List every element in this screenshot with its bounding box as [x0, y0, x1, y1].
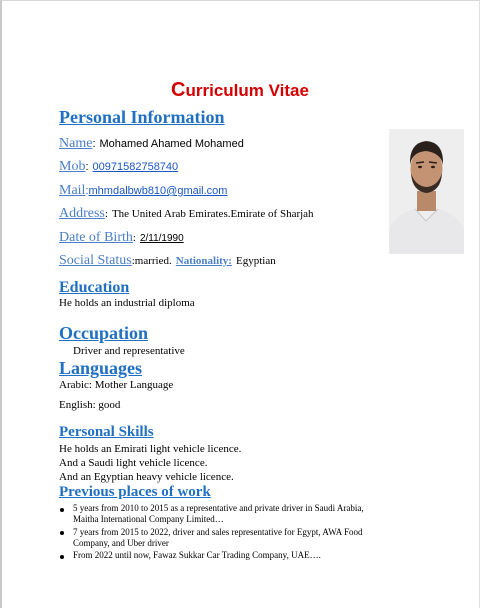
work-item: From 2022 until now, Fawaz Sukkar Car Trading Company, UAE….	[73, 550, 321, 560]
dob-value: 2/11/1990	[139, 233, 184, 244]
skill-item: And an Egyptian heavy vehicle licence.	[59, 471, 234, 483]
social-status-row: Social Status:married. Nationality: Egyptian	[59, 253, 276, 268]
languages-heading: Languages	[59, 358, 143, 378]
bullet-icon	[60, 555, 64, 559]
previous-work-heading: Previous places of work	[59, 484, 211, 500]
occupation-text: Driver and representative	[73, 345, 185, 357]
mail-link[interactable]: mhmdalbwb810@gmail.com	[88, 185, 228, 197]
address-value: The United Arab Emirates.Emirate of Sharjah	[111, 208, 314, 220]
language-arabic: Arabic: Mother Language	[59, 379, 174, 391]
education-text: He holds an industrial diploma	[59, 297, 195, 309]
education-heading: Education	[59, 279, 130, 296]
personal-skills-heading: Personal Skills	[59, 424, 154, 440]
bullet-icon	[60, 531, 64, 535]
nationality-label: Nationality:	[175, 255, 232, 267]
skill-item: He holds an Emirati light vehicle licence.	[59, 443, 242, 455]
mail-label: Mail	[59, 183, 86, 198]
social-status-label: Social Status	[59, 253, 132, 268]
mob-row: Mob: 00971582758740	[59, 159, 179, 174]
dob-label: Date of Birth	[59, 230, 133, 245]
bullet-icon	[60, 508, 64, 512]
mob-label: Mob	[59, 159, 86, 174]
name-label: Name	[59, 136, 93, 151]
occupation-heading: Occupation	[59, 323, 149, 343]
address-row: Address: The United Arab Emirates.Emirate of Sharjah	[59, 206, 314, 221]
skill-item: And a Saudi light vehicle licence.	[59, 457, 208, 469]
mail-row: Mail:mhmdalbwb810@gmail.com	[59, 183, 228, 198]
cv-title: Curriculum Vitae	[171, 79, 309, 101]
mob-link[interactable]: 00971582758740	[92, 161, 179, 173]
person-avatar-icon	[389, 129, 464, 254]
profile-photo	[389, 129, 464, 254]
dob-row: Date of Birth: 2/11/1990	[59, 230, 184, 245]
address-label: Address	[59, 206, 105, 221]
language-english: English: good	[59, 399, 121, 411]
social-status-value: married.	[134, 255, 172, 267]
name-row: Name: Mohamed Ahamed Mohamed	[59, 136, 244, 151]
work-item: 7 years from 2015 to 2022, driver and sales representative for Egypt, AWA Food Company, and Uber driver	[73, 527, 363, 548]
work-item: 5 years from 2010 to 2015 as a representative and private driver in Saudi Arabia, Maitha International Company Limited…	[73, 503, 364, 524]
name-value: Mohamed Ahamed Mohamed	[99, 138, 244, 150]
personal-information-heading: Personal Information	[59, 107, 225, 127]
nationality-value: Egyptian	[235, 255, 276, 267]
